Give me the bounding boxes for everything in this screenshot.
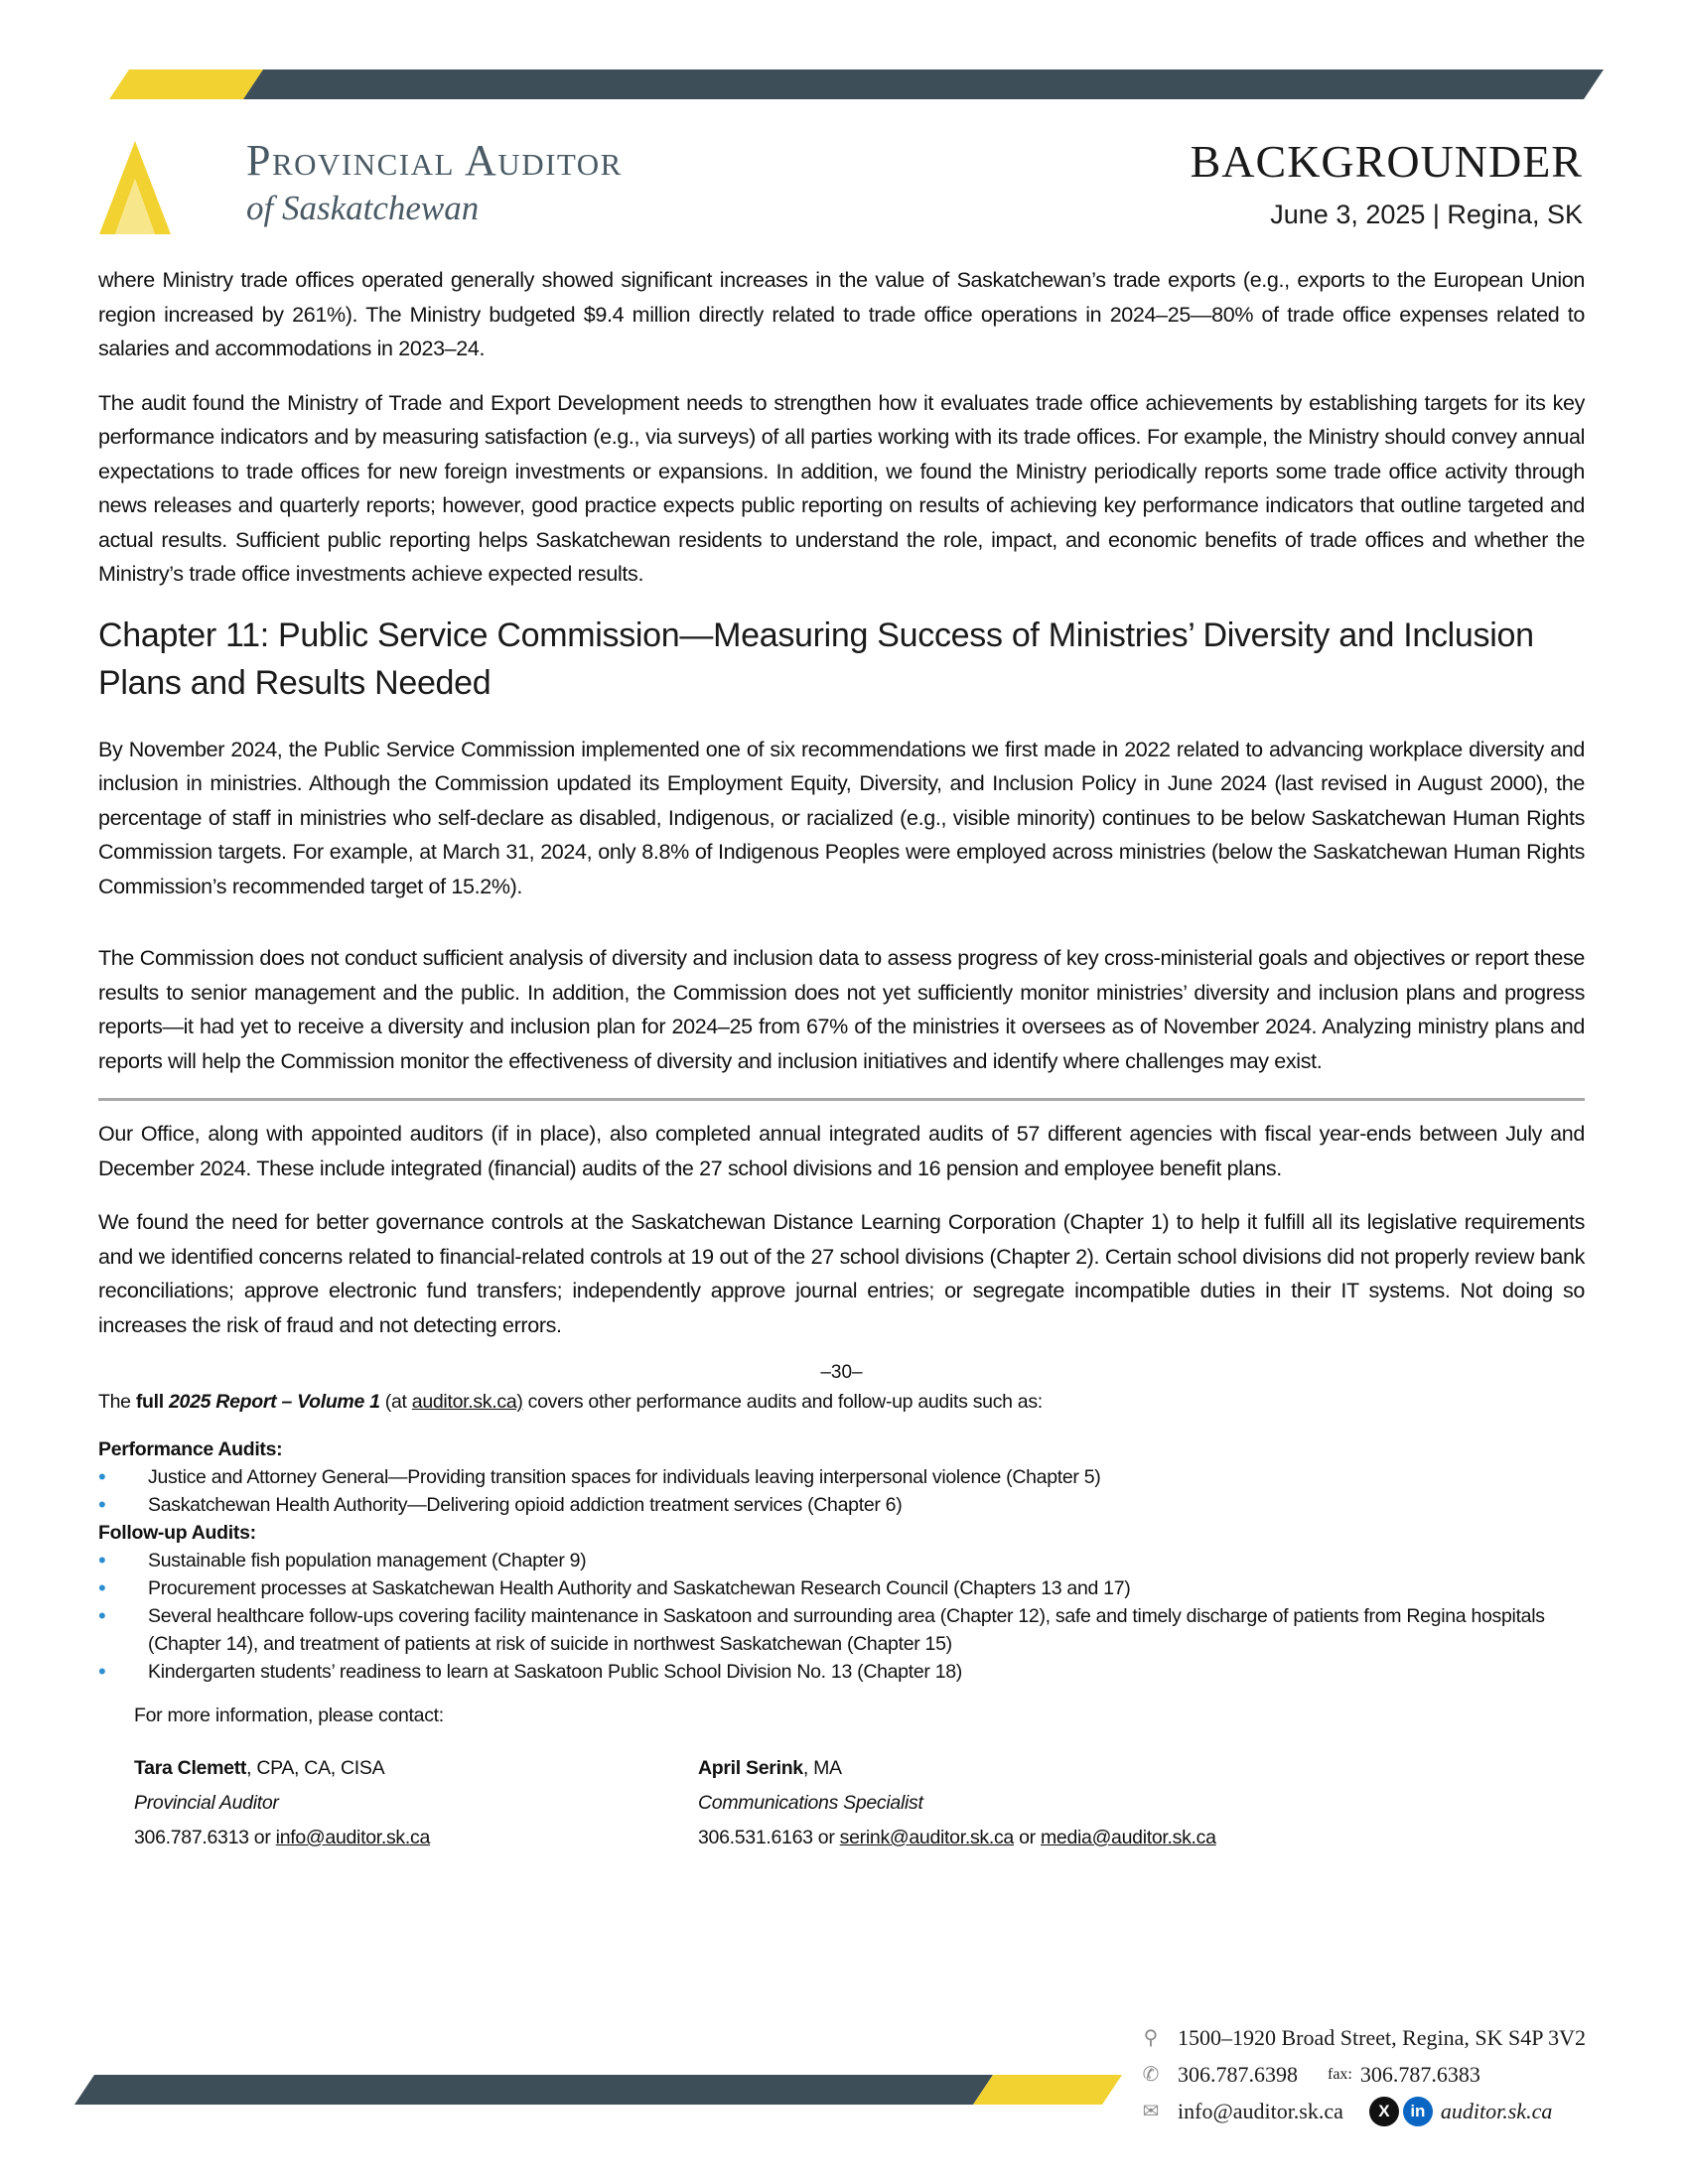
performance-audits-heading: Performance Audits: xyxy=(98,1438,283,1460)
footer-phone-row xyxy=(1140,2056,1586,2093)
contact-name: Tara Clemett xyxy=(134,1757,247,1779)
list-item: • Several healthcare follow-ups covering facility maintenance in Saskatoon and surrounding area (Chapter 12), safe and timely discharge of patients from Regina hospitals (Chapter 14), and treatment of patients at risk of suicide in northwest Saskatchewan (Chapter 15) xyxy=(98,1603,1545,1655)
paragraph-audit-findings: The audit found the Ministry of Trade and Export Development needs to strengthen how it evaluates trade office achievements by establishing targets for its key performance indicators and by measuring satisfaction (e.g., via surveys) of all parties working with its trade offices. For example, the Ministry should convey annual expectations to trade offices for new foreign investments or expansions. In addition, we found the Ministry periodically reports some trade office activity through news releases and quarterly reports; however, good practice expects public reporting on results of achieving key performance indicators that outline targeted and actual results. Sufficient public reporting helps Saskatchewan residents to understand the role, impact, and economic benefits of trade offices and whether the Ministry’s trade office investments achieve expected results. xyxy=(98,390,1585,586)
email-link-serink[interactable]: serink@auditor.sk.ca xyxy=(839,1827,1014,1848)
contact-name: April Serink xyxy=(698,1757,803,1779)
bullet-icon: • xyxy=(98,1492,106,1517)
list-item: • Sustainable fish population management (Chapter 9) xyxy=(98,1548,587,1572)
contact-provincial-auditor: Tara Clemett, CPA, CA, CISA Provincial Auditor 306.787.6313 or info@auditor.sk.ca xyxy=(134,1755,698,1859)
contact-title: Communications Specialist xyxy=(698,1792,923,1814)
footer-website[interactable]: auditor.sk.ca xyxy=(1440,2098,1553,2123)
followup-audits-list xyxy=(98,1547,1585,1686)
audit-lists xyxy=(98,1435,1585,1686)
paragraph-psc-recommendations: By November 2024, the Public Service Commission implemented one of six recommendations we first made in 2022 related to advancing workplace diversity and inclusion in ministries. Although the Commission updated its Employment Equity, Diversity, and Inclusion Policy in June 2024 (last revised in August 2000), the percentage of staff in ministries who self-declare as disabled, Indigenous, or racialized (e.g., visible minority) continues to be below Saskatchewan Human Rights Commission targets. For example, at March 31, 2024, only 8.8% of Indigenous Peoples were employed across ministries (below the Saskatchewan Human Rights Commission’s recommended target of 15.2%). xyxy=(98,737,1585,898)
list-item: • Procurement processes at Saskatchewan Health Authority and Saskatchewan Research Council (Chapters 13 and 17) xyxy=(98,1575,1131,1600)
footer-phone: 306.787.6398 xyxy=(1178,2061,1298,2087)
report-name: 2025 Report – Volume 1 xyxy=(169,1391,380,1413)
footer-contact-info xyxy=(1140,2019,1586,2129)
list-item: • Saskatchewan Health Authority—Delivering opioid addiction treatment services (Chapter 6) xyxy=(98,1492,903,1517)
linkedin-icon[interactable]: in xyxy=(1403,2097,1433,2126)
bullet-icon: • xyxy=(98,1659,106,1684)
envelope-icon: ✉ xyxy=(1142,2101,1160,2122)
social-links xyxy=(1369,2097,1552,2126)
paragraph-trade-exports: where Ministry trade offices operated generally showed significant increases in the value of Saskatchewan’s trade exports (e.g., exports to the European Union region increased by 261%). The Ministry budgeted $9.4 million directly related to trade office operations in 2024–25—80% of trade office expenses related to salaries and accommodations in 2023–24. xyxy=(98,268,1585,360)
footer-address-row xyxy=(1140,2019,1586,2056)
page-number: –30– xyxy=(820,1362,863,1383)
email-link-info[interactable]: info@auditor.sk.ca xyxy=(275,1827,430,1848)
bullet-icon: • xyxy=(98,1603,106,1628)
contact-title: Provincial Auditor xyxy=(134,1792,279,1814)
date-location: June 3, 2025 | Regina, SK xyxy=(1270,200,1583,229)
paragraph-integrated-audits: Our Office, along with appointed auditors (if in place), also completed annual integrated audits of 57 different agencies with fiscal year-ends between July and December 2024. These include integrated (financial) audits of the 27 school divisions and 16 pension and employee benefit plans. xyxy=(98,1122,1585,1180)
footer-address: 1500–1920 Broad Street, Regina, SK S4P 3V2 xyxy=(1178,2024,1587,2050)
footer-fax: 306.787.6383 xyxy=(1359,2061,1480,2087)
report-intro: The full 2025 Report – Volume 1 (at auditor.sk.ca) covers other performance audits and follow-up audits such as: xyxy=(98,1391,1043,1413)
header-slate-stripe xyxy=(243,69,1604,99)
org-name: Provincial Auditor xyxy=(246,136,623,185)
footer-email-row xyxy=(1140,2093,1586,2129)
followup-audits-heading: Follow-up Audits: xyxy=(98,1522,256,1544)
bullet-icon: • xyxy=(98,1575,106,1600)
x-logo-icon[interactable]: X xyxy=(1369,2097,1399,2126)
main-content xyxy=(98,263,1585,1859)
list-item: • Justice and Attorney General—Providing transition spaces for individuals leaving interpersonal violence (Chapter 5) xyxy=(98,1464,1101,1489)
fax-label: fax: xyxy=(1328,2065,1352,2083)
section-divider xyxy=(98,1098,1585,1101)
location-pin-icon: ⚲ xyxy=(1143,2027,1159,2049)
contact-intro: For more information, please contact: xyxy=(134,1705,444,1726)
bullet-icon: • xyxy=(98,1464,106,1489)
footer-email[interactable]: info@auditor.sk.ca xyxy=(1178,2098,1343,2123)
header-yellow-stripe xyxy=(109,69,263,99)
footer-yellow-stripe xyxy=(973,2075,1122,2105)
paragraph-governance-controls: We found the need for better governance controls at the Saskatchewan Distance Learning Corporation (Chapter 1) to help it fulfill all its legislative requirements and we identified concerns related to financial-related controls at 19 out of the 27 school divisions (Chapter 2). Certain school divisions did not properly review bank reconciliations; approve electronic fund transfers; independently approve journal entries; or segregate incompatible duties in their IT systems. Not doing so increases the risk of fraud and not detecting errors. xyxy=(98,1210,1585,1337)
logo-icon xyxy=(97,139,173,236)
list-item: • Kindergarten students’ readiness to learn at Saskatoon Public School Division No. 13 (Chapter 18) xyxy=(98,1659,962,1684)
contact-communications: April Serink, MA Communications Specialist 306.531.6163 or serink@auditor.sk.ca or media@auditor.sk.ca xyxy=(698,1755,1262,1859)
paragraph-psc-analysis: The Commission does not conduct sufficient analysis of diversity and inclusion data to assess progress of key cross-ministerial goals and objectives or report these results to senior management and the public. In addition, the Commission does not yet sufficiently monitor ministries’ diversity and inclusion plans and progress reports—it had yet to receive a diversity and inclusion plan for 2024–25 from 67% of the ministries it oversees as of November 2024. Analyzing ministry plans and reports will help the Commission monitor the effectiveness of diversity and inclusion initiatives and identify where challenges may exist. xyxy=(98,946,1585,1073)
org-subtitle: of Saskatchewan xyxy=(246,189,480,227)
bullet-icon: • xyxy=(98,1548,106,1572)
performance-audits-list xyxy=(98,1463,1585,1519)
auditor-website-link[interactable]: auditor.sk.ca) xyxy=(411,1391,523,1413)
document-type: BACKGROUNDER xyxy=(1190,136,1583,187)
chapter-11-heading: Chapter 11: Public Service Commission—Measuring Success of Ministries’ Diversity and Inclusion Plans and Results Needed xyxy=(98,615,1534,702)
email-link-media[interactable]: media@auditor.sk.ca xyxy=(1040,1827,1216,1848)
contacts xyxy=(134,1755,1585,1859)
footer-slate-stripe xyxy=(74,2075,993,2105)
phone-icon: ✆ xyxy=(1142,2064,1160,2086)
